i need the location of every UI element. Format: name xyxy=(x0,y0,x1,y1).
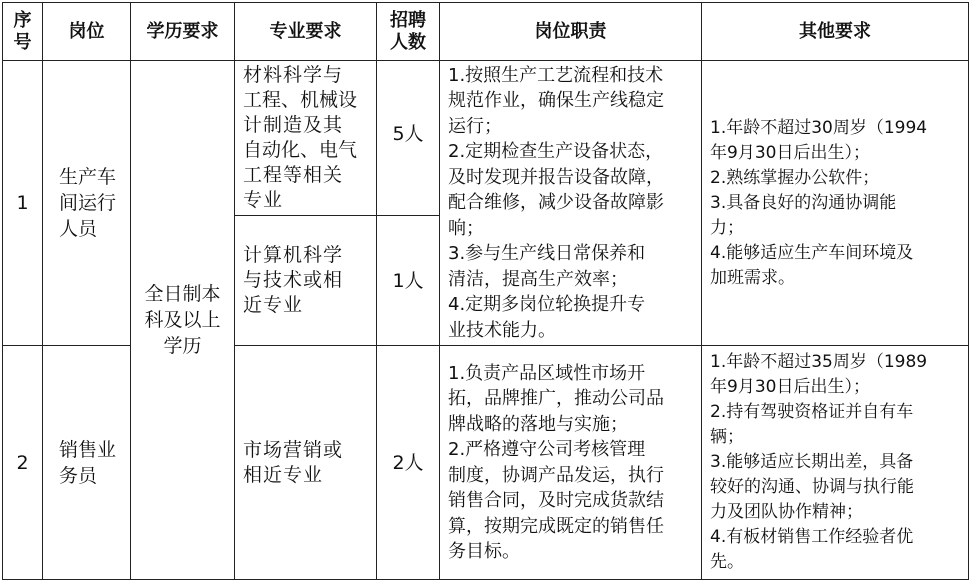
header-seq-line: 序 xyxy=(13,9,32,31)
major-cell xyxy=(235,216,377,346)
duty-line: 制度，协调产品发运，执行 xyxy=(448,464,664,486)
position-line: 生产车 xyxy=(59,166,117,188)
duties-cell xyxy=(440,346,702,580)
other-line: 辆； xyxy=(710,427,744,447)
header-education: 学历要求 xyxy=(131,3,235,61)
major-cell xyxy=(235,61,377,216)
duty-line: 拓，品牌推广，推动公司品 xyxy=(448,388,664,409)
duty-line: 销售合同，及时完成货款结 xyxy=(448,490,664,511)
other-line: 4.有板材销售工作经验者优 xyxy=(710,527,914,547)
header-position: 岗位 xyxy=(43,3,131,61)
duty-line: 算，按期完成既定的销售任 xyxy=(448,515,664,537)
duty-line: 1.负责产品区域性市场开 xyxy=(448,362,646,384)
duty-line: 牌战略的落地与实施； xyxy=(448,413,628,435)
duty-line: 2.严格遵守公司考核管理 xyxy=(448,439,646,460)
duty-line: 3.参与生产线日常保养和 xyxy=(448,243,646,265)
duty-line: 配合维修，减少设备故障影 xyxy=(448,192,664,214)
other-line: 3.具备良好的沟通协调能 xyxy=(710,192,897,213)
other-line: 1.年龄不超过30周岁（1994 xyxy=(710,117,928,138)
other-line: 力及团队协作精神； xyxy=(710,502,863,522)
major-cell xyxy=(235,346,377,580)
position-cell xyxy=(43,346,131,580)
header-seq-line: 号 xyxy=(13,31,32,53)
duties-cell xyxy=(440,61,702,346)
header-other: 其他要求 xyxy=(702,3,969,61)
other-line: 2.持有驾驶资格证并自有车 xyxy=(710,402,914,422)
position-line: 销售业 xyxy=(59,438,117,461)
major-line: 专业 xyxy=(243,189,284,211)
duty-line: 及时发现并报告设备故障， xyxy=(448,166,664,188)
other-line: 年9月30日后出生）； xyxy=(710,377,870,397)
duty-line: 运行； xyxy=(448,115,502,137)
other-line: 1.年龄不超过35周岁（1989 xyxy=(710,352,928,372)
seq-cell: 1 xyxy=(3,61,43,346)
other-line: 先。 xyxy=(710,552,744,572)
header-count-line: 招聘 xyxy=(390,9,426,31)
duty-line: 业技术能力。 xyxy=(448,319,556,341)
table-row xyxy=(3,61,969,216)
other-cell xyxy=(702,61,969,346)
other-line: 年9月30日后出生）； xyxy=(710,142,870,163)
major-line: 材料科学与 xyxy=(243,64,344,86)
education-line: 科及以上 xyxy=(144,309,221,331)
duty-line: 2.定期检查生产设备状态， xyxy=(448,141,664,163)
count-cell: 2人 xyxy=(377,346,440,580)
other-line: 4.能够适应生产车间环境及 xyxy=(710,242,914,263)
position-cell xyxy=(43,61,131,346)
duty-line: 4.定期多岗位轮换提升专 xyxy=(448,294,646,316)
seq-cell: 2 xyxy=(3,346,43,580)
recruitment-table xyxy=(2,2,969,580)
major-line: 自动化、电气 xyxy=(243,139,358,161)
education-cell xyxy=(131,61,235,580)
duty-line: 清洁，提高生产效率； xyxy=(448,268,628,290)
duty-line: 响； xyxy=(448,217,484,239)
major-line: 计算机科学 xyxy=(243,244,344,266)
major-line: 工程、机械设 xyxy=(243,89,358,111)
other-line: 2.熟练掌握办公软件； xyxy=(710,167,880,188)
other-line: 较好的沟通、协调与执行能 xyxy=(710,477,914,497)
major-line: 市场营销或 xyxy=(243,438,344,461)
other-line: 3.能够适应长期出差，具备 xyxy=(710,452,914,472)
education-line: 学历 xyxy=(163,335,202,357)
major-line: 工程等相关 xyxy=(243,164,344,186)
header-row xyxy=(3,3,969,61)
count-cell: 5人 xyxy=(377,61,440,216)
header-count xyxy=(377,3,440,61)
other-line: 力； xyxy=(710,217,744,238)
major-line: 相近专业 xyxy=(243,463,324,486)
header-duties: 岗位职责 xyxy=(440,3,702,61)
major-line: 计制造及其 xyxy=(243,114,344,136)
position-line: 人员 xyxy=(59,218,98,240)
header-seq xyxy=(3,3,43,61)
header-count-line: 人数 xyxy=(390,31,426,53)
major-line: 与技术或相 xyxy=(243,269,344,291)
education-line: 全日制本 xyxy=(144,283,221,305)
count-cell: 1人 xyxy=(377,216,440,346)
position-line: 间运行 xyxy=(59,192,117,214)
duty-line: 规范作业，确保生产线稳定 xyxy=(448,90,664,112)
header-major: 专业要求 xyxy=(235,3,377,61)
duty-line: 务目标。 xyxy=(448,541,520,562)
position-line: 务员 xyxy=(59,464,98,487)
major-line: 近专业 xyxy=(243,294,304,316)
other-line: 加班需求。 xyxy=(710,267,795,288)
other-cell xyxy=(702,346,969,580)
duty-line: 1.按照生产工艺流程和技术 xyxy=(448,64,664,86)
